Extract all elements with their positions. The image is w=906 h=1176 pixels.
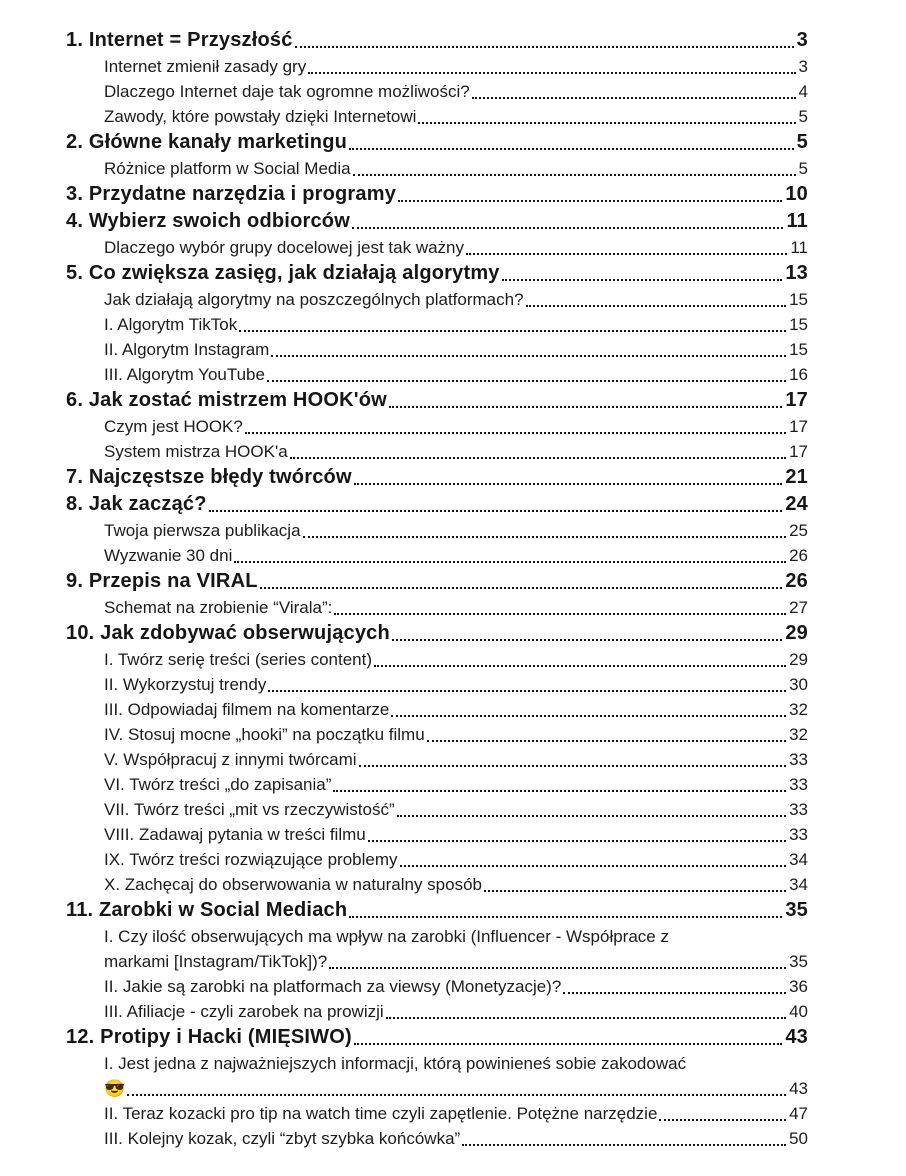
toc-entry-title: Schemat na zrobienie “Virala”: bbox=[104, 598, 333, 617]
toc-entry-page: 26 bbox=[785, 570, 808, 592]
toc-entry-page: 25 bbox=[789, 521, 808, 540]
dot-leader bbox=[268, 690, 786, 692]
dot-leader bbox=[271, 355, 786, 357]
toc-entry-title: Dlaczego wybór grupy docelowej jest tak ważny bbox=[104, 238, 465, 257]
dot-leader bbox=[386, 1017, 786, 1019]
dot-leader bbox=[353, 174, 796, 176]
toc-entry-page: 21 bbox=[785, 466, 808, 488]
toc-entry-title-line2: markami [Instagram/TikTok])? bbox=[104, 952, 328, 971]
dot-leader bbox=[352, 227, 783, 229]
toc-entry-page: 15 bbox=[789, 315, 808, 334]
toc-entry-page: 11 bbox=[790, 238, 808, 257]
toc-entry-page: 50 bbox=[789, 1129, 808, 1148]
toc-entry-page: 16 bbox=[789, 365, 808, 384]
toc-entry-title: 5. Co zwiększa zasięg, jak działają algorytmy bbox=[66, 262, 500, 284]
toc-entry[interactable] bbox=[104, 518, 808, 543]
dot-leader bbox=[484, 890, 786, 892]
toc-entry[interactable] bbox=[104, 974, 808, 999]
dot-leader bbox=[303, 536, 787, 538]
toc-entry-page: 29 bbox=[785, 622, 808, 644]
toc-entry[interactable] bbox=[104, 697, 808, 722]
toc-entry[interactable] bbox=[104, 287, 808, 312]
toc-entry-page: 24 bbox=[785, 493, 808, 515]
toc-entry-title: VI. Twórz treści „do zapisania” bbox=[104, 775, 332, 794]
toc-entry-page: 15 bbox=[789, 340, 808, 359]
toc-entry-title: 9. Przepis na VIRAL bbox=[66, 570, 258, 592]
toc-entry-page: 34 bbox=[789, 875, 808, 894]
toc-entry-page: 3 bbox=[796, 29, 808, 51]
dot-leader bbox=[462, 1144, 786, 1146]
toc-entry[interactable] bbox=[104, 595, 808, 620]
toc-entry-title: Wyzwanie 30 dni bbox=[104, 546, 233, 565]
toc-entry[interactable] bbox=[66, 129, 808, 156]
dot-leader bbox=[418, 122, 795, 124]
toc-entry-title: II. Jakie są zarobki na platformach za viewsy (Monetyzacje)? bbox=[104, 977, 562, 996]
toc-entry[interactable] bbox=[104, 1101, 808, 1126]
toc-entry-title: Różnice platform w Social Media bbox=[104, 159, 351, 178]
sunglasses-emoji-icon: 😎 bbox=[104, 1079, 126, 1098]
toc-entry-page: 5 bbox=[798, 159, 808, 178]
toc-entry[interactable] bbox=[66, 208, 808, 235]
toc-entry-title: 2. Główne kanały marketingu bbox=[66, 131, 348, 153]
toc-entry-title: 7. Najczęstsze błędy twórców bbox=[66, 466, 352, 488]
toc-entry-title: 11. Zarobki w Social Mediach bbox=[66, 899, 348, 921]
toc-entry[interactable] bbox=[104, 672, 808, 697]
toc-entry[interactable] bbox=[104, 797, 808, 822]
toc-entry[interactable] bbox=[104, 414, 808, 439]
toc-entry[interactable] bbox=[104, 235, 808, 260]
toc-entry[interactable] bbox=[104, 924, 808, 974]
toc-entry-title: I. Algorytm TikTok bbox=[104, 315, 238, 334]
dot-leader bbox=[267, 380, 786, 382]
dot-leader bbox=[466, 253, 787, 255]
toc-entry[interactable] bbox=[104, 647, 808, 672]
dot-leader bbox=[329, 967, 786, 969]
toc-entry-page: 11 bbox=[786, 210, 808, 232]
toc-entry-page: 17 bbox=[789, 442, 808, 461]
toc-entry-page: 33 bbox=[789, 800, 808, 819]
toc-entry-title: Jak działają algorytmy na poszczególnych platformach? bbox=[104, 290, 524, 309]
toc-entry[interactable] bbox=[104, 312, 808, 337]
toc-entry-page: 47 bbox=[789, 1104, 808, 1123]
dot-leader bbox=[659, 1119, 786, 1121]
dot-leader bbox=[245, 432, 786, 434]
dot-leader bbox=[400, 865, 787, 867]
toc-entry-title: V. Współpracuj z innymi twórcami bbox=[104, 750, 357, 769]
toc-entry-page: 33 bbox=[789, 825, 808, 844]
dot-leader bbox=[334, 613, 786, 615]
toc-entry[interactable] bbox=[104, 362, 808, 387]
toc-entry-page: 32 bbox=[789, 700, 808, 719]
toc-entry-title: System mistrza HOOK'a bbox=[104, 442, 288, 461]
dot-leader bbox=[308, 72, 795, 74]
toc-entry-page: 33 bbox=[789, 750, 808, 769]
toc-entry[interactable] bbox=[104, 747, 808, 772]
toc-entry-page: 32 bbox=[789, 725, 808, 744]
toc-entry-page: 5 bbox=[798, 107, 808, 126]
dot-leader bbox=[472, 97, 796, 99]
toc-entry-title: II. Teraz kozacki pro tip na watch time czyli zapętlenie. Potężne narzędzie bbox=[104, 1104, 658, 1123]
toc-entry-page: 10 bbox=[785, 183, 808, 205]
toc-entry[interactable] bbox=[66, 260, 808, 287]
toc-entry-title: I. Twórz serię treści (series content) bbox=[104, 650, 372, 669]
toc-entry-title: III. Algorytm YouTube bbox=[104, 365, 265, 384]
toc-entry-title: III. Kolejny kozak, czyli “zbyt szybka końcówka” bbox=[104, 1129, 461, 1148]
toc-entry[interactable] bbox=[66, 387, 808, 414]
toc-entry-title: 4. Wybierz swoich odbiorców bbox=[66, 210, 350, 232]
toc-entry-page: 17 bbox=[785, 389, 808, 411]
toc-entry-title: 1. Internet = Przyszłość bbox=[66, 29, 293, 51]
dot-leader bbox=[374, 665, 786, 667]
toc-entry-page: 40 bbox=[789, 1002, 808, 1021]
toc-entry[interactable] bbox=[66, 464, 808, 491]
toc-entry-page: 29 bbox=[789, 650, 808, 669]
toc-entry-page: 34 bbox=[789, 850, 808, 869]
dot-leader bbox=[354, 483, 783, 485]
dot-leader bbox=[290, 457, 786, 459]
toc-entry-page: 5 bbox=[796, 131, 808, 153]
toc-entry-page: 36 bbox=[789, 977, 808, 996]
toc-entry-title: 6. Jak zostać mistrzem HOOK'ów bbox=[66, 389, 387, 411]
toc-entry-title: II. Algorytm Instagram bbox=[104, 340, 270, 359]
dot-leader bbox=[563, 992, 786, 994]
toc-entry-title: Twoja pierwsza publikacja bbox=[104, 521, 301, 540]
toc-entry-page: 17 bbox=[789, 417, 808, 436]
toc-entry-title: III. Afiliacje - czyli zarobek na prowizji bbox=[104, 1002, 384, 1021]
toc-entry-title: IV. Stosuj mocne „hooki” na początku filmu bbox=[104, 725, 425, 744]
toc-entry-title: X. Zachęcaj do obserwowania w naturalny sposób bbox=[104, 875, 482, 894]
toc-entry-page: 26 bbox=[789, 546, 808, 565]
toc-entry-title-line1: I. Jest jedna z najważniejszych informacji, którą powinieneś sobie zakodować bbox=[104, 1054, 687, 1073]
toc-entry-title: IX. Twórz treści rozwiązujące problemy bbox=[104, 850, 398, 869]
dot-leader bbox=[349, 148, 794, 150]
toc-entry-title: Czym jest HOOK? bbox=[104, 417, 243, 436]
toc-entry-title: III. Odpowiadaj filmem na komentarze bbox=[104, 700, 390, 719]
toc-entry[interactable] bbox=[104, 772, 808, 797]
toc-entry-title: VIII. Zadawaj pytania w treści filmu bbox=[104, 825, 366, 844]
dot-leader bbox=[427, 740, 786, 742]
toc-entry[interactable] bbox=[104, 54, 808, 79]
toc-entry-page: 15 bbox=[789, 290, 808, 309]
toc-entry-page: 13 bbox=[785, 262, 808, 284]
dot-leader bbox=[349, 916, 782, 918]
dot-leader bbox=[127, 1094, 786, 1096]
toc-entry-page: 3 bbox=[798, 57, 808, 76]
toc-entry[interactable] bbox=[104, 543, 808, 568]
dot-leader bbox=[397, 815, 786, 817]
toc-entry[interactable] bbox=[66, 620, 808, 647]
toc-entry-title: 8. Jak zacząć? bbox=[66, 493, 207, 515]
toc-entry-title: 10. Jak zdobywać obserwujących bbox=[66, 622, 390, 644]
toc-entry[interactable] bbox=[66, 491, 808, 518]
toc-entry[interactable] bbox=[104, 79, 808, 104]
toc-entry[interactable] bbox=[104, 1126, 808, 1151]
dot-leader bbox=[389, 406, 782, 408]
dot-leader bbox=[502, 279, 783, 281]
toc-entry[interactable] bbox=[104, 847, 808, 872]
dot-leader bbox=[368, 840, 786, 842]
dot-leader bbox=[392, 639, 782, 641]
toc-entry-page: 43 bbox=[785, 1026, 808, 1048]
dot-leader bbox=[295, 46, 794, 48]
toc-entry-title: Internet zmienił zasady gry bbox=[104, 57, 307, 76]
toc-entry-title: Zawody, które powstały dzięki Internetowi bbox=[104, 107, 417, 126]
toc-entry[interactable] bbox=[104, 1051, 808, 1101]
toc-entry-page: 27 bbox=[789, 598, 808, 617]
toc-entry[interactable] bbox=[104, 999, 808, 1024]
toc-entry-page: 33 bbox=[789, 775, 808, 794]
toc-entry[interactable] bbox=[104, 822, 808, 847]
toc-entry[interactable] bbox=[66, 897, 808, 924]
toc-entry-title: VII. Twórz treści „mit vs rzeczywistość” bbox=[104, 800, 395, 819]
dot-leader bbox=[239, 330, 786, 332]
dot-leader bbox=[359, 765, 787, 767]
toc-entry[interactable] bbox=[66, 1024, 808, 1051]
toc-entry[interactable] bbox=[66, 181, 808, 208]
toc-entry[interactable] bbox=[66, 568, 808, 595]
dot-leader bbox=[260, 587, 783, 589]
toc-entry[interactable] bbox=[66, 27, 808, 54]
toc-entry[interactable] bbox=[104, 872, 808, 897]
dot-leader bbox=[354, 1043, 782, 1045]
dot-leader bbox=[398, 200, 782, 202]
toc-entry-page: 43 bbox=[789, 1079, 808, 1098]
dot-leader bbox=[526, 305, 787, 307]
toc-entry-title-line1: I. Czy ilość obserwujących ma wpływ na zarobki (Influencer - Współprace z bbox=[104, 927, 669, 946]
toc-entry-title: 3. Przydatne narzędzia i programy bbox=[66, 183, 397, 205]
table-of-contents bbox=[66, 27, 808, 1151]
toc-entry-page: 35 bbox=[789, 952, 808, 971]
dot-leader bbox=[391, 715, 786, 717]
toc-entry[interactable] bbox=[104, 337, 808, 362]
toc-entry[interactable] bbox=[104, 104, 808, 129]
dot-leader bbox=[209, 510, 783, 512]
toc-entry-title: II. Wykorzystuj trendy bbox=[104, 675, 267, 694]
dot-leader bbox=[234, 561, 786, 563]
dot-leader bbox=[333, 790, 786, 792]
toc-entry[interactable] bbox=[104, 439, 808, 464]
toc-entry-page: 35 bbox=[785, 899, 808, 921]
toc-entry[interactable] bbox=[104, 722, 808, 747]
toc-entry-page: 30 bbox=[789, 675, 808, 694]
toc-entry-title: 12. Protipy i Hacki (MIĘSIWO) bbox=[66, 1026, 352, 1048]
toc-entry[interactable] bbox=[104, 156, 808, 181]
toc-entry-page: 4 bbox=[798, 82, 808, 101]
toc-entry-title: Dlaczego Internet daje tak ogromne możliwości? bbox=[104, 82, 470, 101]
